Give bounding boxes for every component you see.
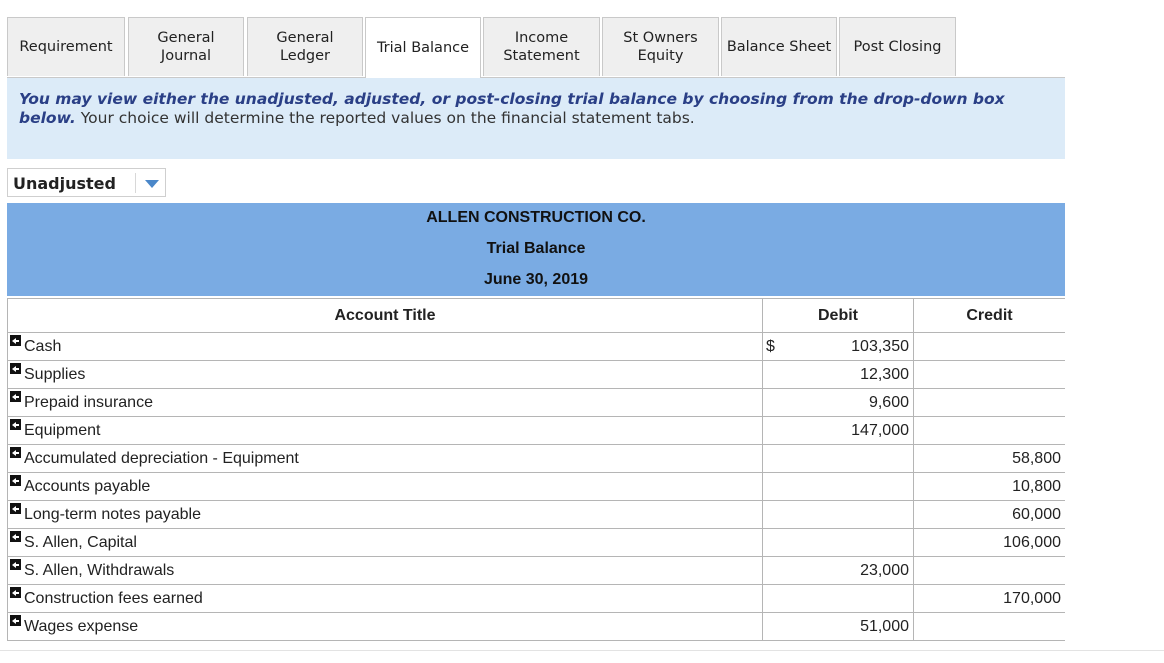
account-title-cell[interactable] — [8, 473, 763, 501]
credit-value: 60,000 — [1012, 505, 1061, 523]
debit-cell — [763, 529, 914, 557]
credit-cell — [914, 501, 1066, 529]
credit-cell — [914, 333, 1066, 361]
account-title: Construction fees earned — [24, 589, 203, 607]
debit-cell — [763, 417, 914, 445]
table-row — [8, 613, 1066, 641]
debit-value: 51,000 — [860, 617, 909, 635]
arrow-left-icon[interactable] — [10, 391, 21, 402]
tab-trial-balance[interactable]: Trial Balance — [365, 17, 481, 78]
table-row — [8, 473, 1066, 501]
account-title-cell[interactable] — [8, 445, 763, 473]
table-row — [8, 557, 1066, 585]
tab-balance-sheet[interactable]: Balance Sheet — [721, 17, 837, 76]
account-title: Accumulated depreciation - Equipment — [24, 449, 299, 467]
column-header-debit: Debit — [763, 299, 914, 333]
tab-st-owners-equity[interactable]: St Owners Equity — [602, 17, 719, 76]
select-separator — [135, 173, 136, 193]
table-header-row — [8, 299, 1066, 333]
debit-cell — [763, 389, 914, 417]
table-row — [8, 585, 1066, 613]
account-title-cell[interactable] — [8, 557, 763, 585]
credit-cell — [914, 389, 1066, 417]
account-title-cell[interactable] — [8, 613, 763, 641]
currency-symbol: $ — [766, 338, 775, 355]
table-row — [8, 417, 1066, 445]
table-row — [8, 445, 1066, 473]
credit-value: 10,800 — [1012, 477, 1061, 495]
arrow-left-icon[interactable] — [10, 447, 21, 458]
arrow-left-icon[interactable] — [10, 503, 21, 514]
debit-value: 103,350 — [851, 337, 909, 355]
account-title: Wages expense — [24, 617, 139, 635]
table-row — [8, 529, 1066, 557]
account-title-cell[interactable] — [8, 529, 763, 557]
tab-income-statement[interactable]: Income Statement — [483, 17, 600, 76]
arrow-left-icon[interactable] — [10, 587, 21, 598]
credit-value: 170,000 — [1003, 589, 1061, 607]
account-title-cell[interactable] — [8, 585, 763, 613]
debit-value: 147,000 — [851, 421, 909, 439]
debit-value: 12,300 — [860, 365, 909, 383]
account-title-cell[interactable] — [8, 333, 763, 361]
arrow-left-icon[interactable] — [10, 335, 21, 346]
arrow-left-icon[interactable] — [10, 531, 21, 542]
account-title-cell[interactable] — [8, 417, 763, 445]
credit-value: 58,800 — [1012, 449, 1061, 467]
table-row — [8, 389, 1066, 417]
instruction-panel — [7, 78, 1065, 159]
debit-value: 23,000 — [860, 561, 909, 579]
account-title: S. Allen, Withdrawals — [24, 561, 175, 579]
credit-value: 106,000 — [1003, 533, 1061, 551]
account-title: S. Allen, Capital — [24, 533, 137, 551]
debit-cell — [763, 473, 914, 501]
debit-cell — [763, 501, 914, 529]
instruction-text: Your choice will determine the reported values on the financial statement tabs. — [80, 109, 695, 127]
table-row — [8, 333, 1066, 361]
account-title: Long-term notes payable — [24, 505, 201, 523]
bottom-divider — [0, 650, 1164, 651]
select-value: Unadjusted — [13, 174, 116, 193]
credit-cell — [914, 445, 1066, 473]
column-header-credit: Credit — [914, 299, 1066, 333]
arrow-left-icon[interactable] — [10, 559, 21, 570]
account-title: Prepaid insurance — [24, 393, 153, 411]
table-row — [8, 501, 1066, 529]
account-title-cell[interactable] — [8, 501, 763, 529]
debit-cell — [763, 361, 914, 389]
debit-cell — [763, 445, 914, 473]
credit-cell — [914, 361, 1066, 389]
debit-cell — [763, 613, 914, 641]
arrow-left-icon[interactable] — [10, 419, 21, 430]
account-title: Cash — [24, 337, 62, 355]
arrow-left-icon[interactable] — [10, 363, 21, 374]
debit-cell — [763, 557, 914, 585]
credit-cell — [914, 529, 1066, 557]
instruction-emphasis: You may view either the unadjusted, adjusted, or post-closing trial balance by choosing from the drop-down box below. — [19, 90, 1005, 127]
credit-cell — [914, 557, 1066, 585]
credit-cell — [914, 417, 1066, 445]
chevron-down-icon[interactable] — [145, 180, 159, 188]
arrow-left-icon[interactable] — [10, 615, 21, 626]
statement-title: Trial Balance — [486, 240, 586, 257]
debit-value: 9,600 — [868, 393, 909, 411]
arrow-left-icon[interactable] — [10, 475, 21, 486]
statement-date: June 30, 2019 — [483, 271, 589, 288]
column-header-account: Account Title — [8, 299, 763, 333]
trial-balance-table — [7, 298, 1065, 641]
company-name: ALLEN CONSTRUCTION CO. — [426, 209, 646, 226]
credit-cell — [914, 473, 1066, 501]
tab-post-closing[interactable]: Post Closing — [839, 17, 956, 76]
credit-cell — [914, 585, 1066, 613]
account-title-cell[interactable] — [8, 361, 763, 389]
tab-requirement[interactable]: Requirement — [7, 17, 125, 76]
credit-cell — [914, 613, 1066, 641]
tab-general-ledger[interactable]: General Ledger — [247, 17, 363, 76]
tab-general-journal[interactable]: General Journal — [128, 17, 244, 76]
table-row — [8, 361, 1066, 389]
account-title: Accounts payable — [24, 477, 151, 495]
trial-balance-type-select[interactable] — [7, 168, 166, 197]
debit-cell — [763, 585, 914, 613]
account-title: Supplies — [24, 365, 86, 383]
statement-header — [7, 203, 1065, 296]
debit-cell — [763, 333, 914, 361]
account-title-cell[interactable] — [8, 389, 763, 417]
account-title: Equipment — [24, 421, 101, 439]
